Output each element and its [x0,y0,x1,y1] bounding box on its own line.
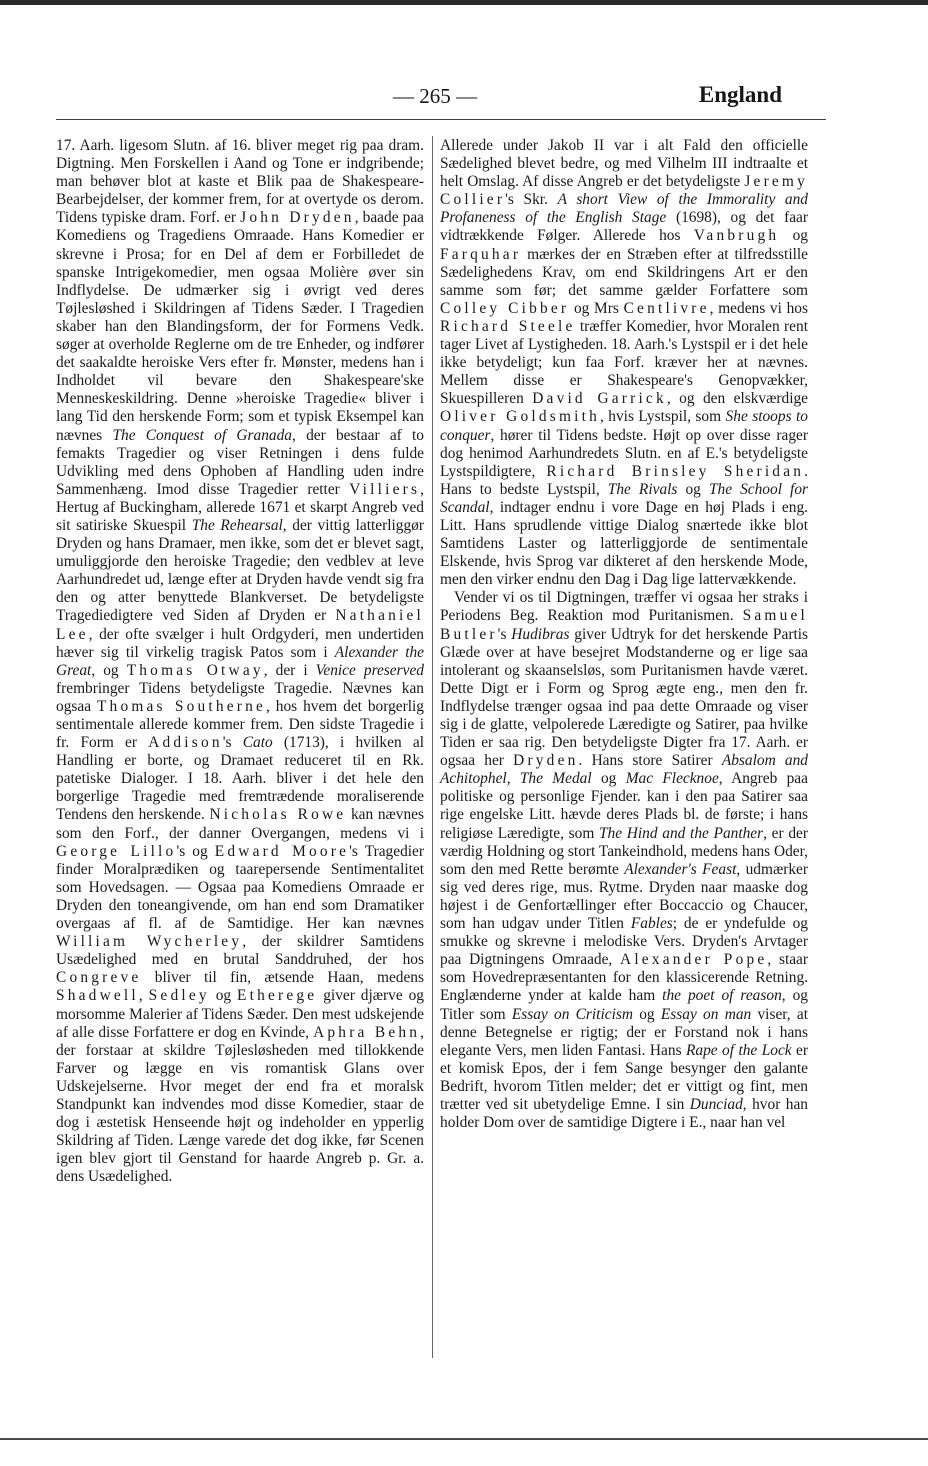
left-paragraph-1: 17. Aarh. ligesom Slutn. af 16. bliver meget rig paa dram. Digtning. Men Forskellen i Aand og Tone er indgribende; man behøver blot at kaste et Blik paa de Shakespeare-Bearbejdelser, der kommer frem, for at overtyde os derom. Tidens typiske dram. Forf. er John Dryden, baade paa Komediens og Tragediens Omraade. Hans Komedier er skrevne i Prosa; for en Del af dem er Forbilledet de spanske Intrigekomedier, men ogsaa Molière øver sin Indflydelse. De udmærker sig i øvrigt ved deres Tøjlesløshed i Skildringen af Tidens Sæder. I Tragedien skaber han den Blandingsform, der for Formens Vedk. søger at overholde Reglerne om de tre Enheder, og indfører det saakaldte heroiske Vers efter fr. Mønster, medens han i Indholdet vil bevare den Shakespeare'ske Menneskeskildring. Denne »heroiske Tragedie« bliver i lang Tid den herskende Form; som et typisk Eksempel kan nævnes The Conquest of Granada, der bestaar af to femakts Tragedier og viser Retningen i dens fulde Udvikling med dens Ophoben af Handling uden indre Sammenhæng. Imod disse Tragedier retter Villiers, Hertug af Buckingham, allerede 1671 et skarpt Angreb ved sit satiriske Skuespil The Rehearsal, der vittig latterliggør Dryden og hans Dramaer, men ikke, som det er blevet sagt, umuliggjorde den heroiske Tragedie; den vedblev at leve Aarhundredet ud, længe efter at Dryden havde vendt sig fra den og atter benyttede Blankverset. De betydeligste Tragediedigtere ved Siden af Dryden er Nathaniel Lee, der ofte svælger i hult Ordgyderi, men undertiden hæver sig til virkelig tragisk Patos som i Alexander the Great, og Thomas Otway, der i Venice preserved frembringer Tidens betydeligste Tragedie. Nævnes kan ogsaa Thomas Southerne, hos hvem det borgerlig sentimentale allerede kommer frem. Den sidste Tragedie i fr. Form er Addison's Cato (1713), i hvilken al Handling er borte, og Dramaet reduceret til en Rk. patetiske Dialoger. I 18. Aarh. bliver i det hele den borgerlige Tragedie med fremtrædende moraliserende Tendens den herskende. Nicholas Rowe kan nævnes som den Forf., der danner Overgangen, medens vi i George Lillo's og Edward Moore's Tragedier finder Moralprædiken og taarepersende Sentimentalitet som Hovedsagen. — Ogsaa paa Komediens Omraade er Dryden den toneangivende, om han end som Dramatiker overgaas af fl. af de Samtidige. Her kan nævnes William Wycherley, der skildrer Samtidens Usædelighed med en brutal Sanddruhed, der hos Congreve bliver til fin, ætsende Haan, medens Shadwell, Sedley og Etherege giver djærve og morsomme Malerier af Tidens Sæder. Den mest udskejende af alle disse Forfattere er dog en Kvinde, Aphra Behn, der forstaar at skildre Tøjlesløsheden med tillokkende Farver og lægge en vis romantisk Glans over Udskejelserne. Hvor meget der end fra et moralsk Standpunkt kan indvendes mod disse Komedier, staar de dog i æstetisk Henseende højt og indeholder en ypperlig Skildring af Tiden. Længe varede det dog ikke, før Scenen igen blev gjort til Genstand for haarde Angreb p. Gr. a. dens Usædelighed. [56,137,424,1186]
column-divider [432,136,433,1358]
header-rule [56,119,826,120]
left-column [56,137,424,1186]
page-number: — 265 — [393,84,477,108]
bottom-border-rule [0,1438,928,1440]
right-column [440,137,808,1132]
running-title: England [698,82,782,107]
right-paragraph-2: Vender vi os til Digtningen, træffer vi ogsaa her straks i Periodens Beg. Reaktion mod Puritanismen. Samuel Butler's Hudibras giver Udtryk for det herskende Partis Glæde over at have besejret Modstanderne og er lige saa intolerant og skaanselsløs, som Puritanismen havde været. Dette Digt er i Form og Sprog ægte eng., men den fr. Indflydelse trænger ogsaa ind paa dette Omraade og viser sig i de glatte, velpolerede Læredigte og Satirer, paa hvilke Tiden er saa rig. Den betydeligste Digter fra 17. Aarh. er ogsaa her Dryden. Hans store Satirer Absalom and Achitophel, The Medal og Mac Flecknoe, Angreb paa politiske og personlige Fjender. kan i den paa Satirer saa rige engelske Litt. hævde deres Plads bl. de første; i hans religiøse Læredigte, som The Hind and the Panther, er der værdig Holdning og stort Tankeindhold, medens hans Oder, som den med Rette berømte Alexander's Feast, udmærker sig ved deres rige, mus. Rytme. Dryden naar maaske dog højest i de Genfortællinger efter Boccaccio og Chaucer, som han udgav under Titlen Fables; de er yndefulde og smukke og skrevne i melodiske Vers. Dryden's Arvtager paa Digtningens Omraade, Alexander Pope, staar som Hovedrepræsentanten for den klassicerende Retning. Englænderne ynder at kalde ham the poet of reason, og Titler som Essay on Criticism og Essay on man viser, at denne Betegnelse er rigtig; der er Forstand nok i hans elegante Vers, men liden Fantasi. Hans Rape of the Lock er et komisk Epos, der i fem Sange besynger den galante Bedrift, hvorom Titlen melder; det er vittigt og fint, men trætter ved sit ubetydelige Emne. I sin Dunciad, hvor han holder Dom over de samtidige Digtere i E., naar han vel [440,589,809,1132]
right-paragraph-1: Allerede under Jakob II var i alt Fald den officielle Sædelighed blevet bedre, og med Vilhelm III indtraalte et helt Omslag. Af disse Angreb er det betydeligste Jeremy Collier's Skr. A short View of the Immorality and Profaneness of the English Stage (1698), og det faar vidtrækkende Følger. Allerede hos Vanbrugh og Farquhar mærkes der en Stræben efter at tilfredsstille Sædelighedens Krav, om end Skildringens Art er den samme som før; det samme gælder Forfattere som Colley Cibber og Mrs Centlivre, medens vi hos Richard Steele træffer Komedier, hvor Moralen rent tager Livet af Lystigheden. 18. Aarh.'s Lystspil er i det hele ikke betydeligt; kun faa Forf. kræver her at nævnes. Mellem disse er Shakespeare's Genopvækker, Skuespilleren David Garrick, og den elskværdige Oliver Goldsmith, hvis Lystspil, som She stoops to conquer, hører til Tidens bedste. Højt op over disse rager dog henimod Aarhundredets Slutn. en af E.'s betydeligste Lystspildigtere, Richard Brinsley Sheridan. Hans to bedste Lystspil, The Rivals og The School for Scandal, indtager endnu i vore Dage en høj Plads i eng. Litt. Hans sprudlende vittige Dialog snærtede ikke blot Samtidens Laster og latterliggjorde de sentimentale Elskende, hvis Sprog var dikteret af den herskende Mode, men den virker endnu den Dag i Dag lige lattervækkende. [440,137,809,589]
top-border-rule [0,0,928,5]
